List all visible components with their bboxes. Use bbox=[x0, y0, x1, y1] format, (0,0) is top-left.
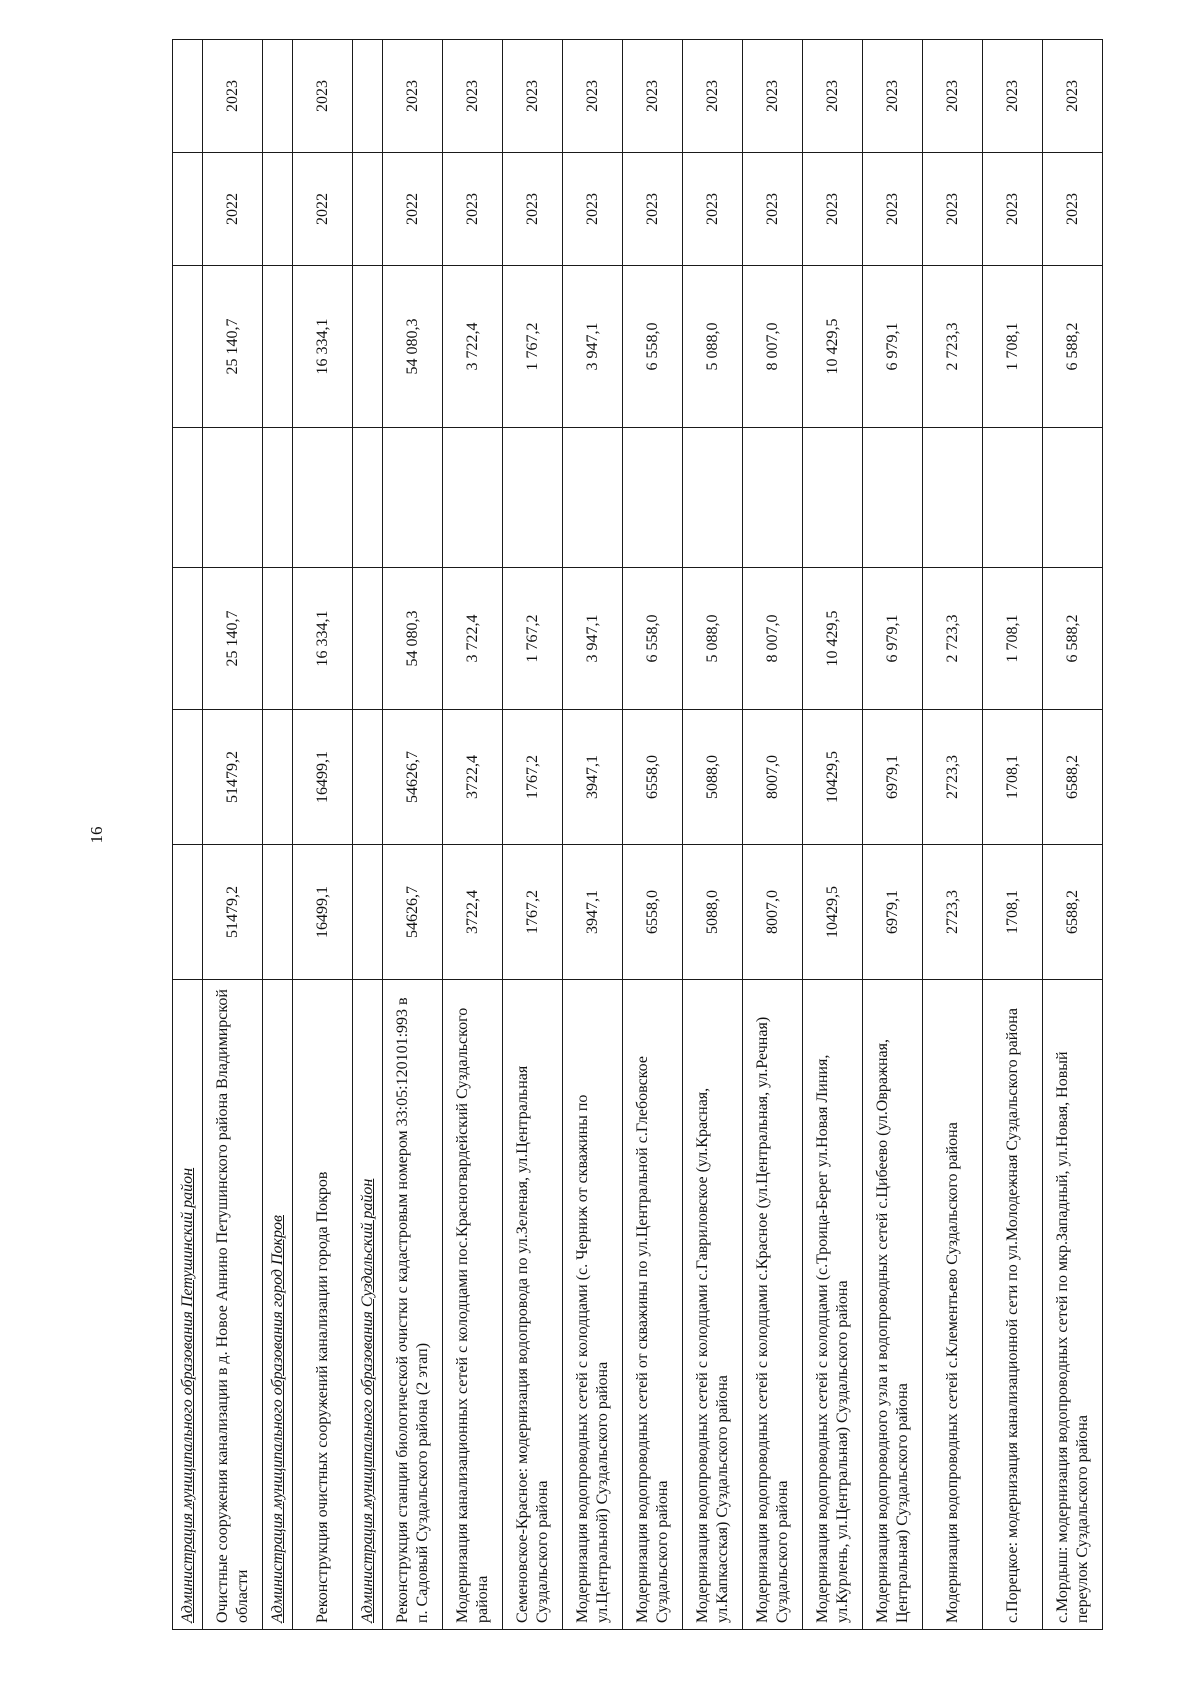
value-cell-col-4 bbox=[293, 428, 353, 568]
value-cell-col-5: 6 588,2 bbox=[1043, 266, 1103, 428]
value-cell-col-4 bbox=[863, 428, 923, 568]
project-name-cell: с.Мордыш: модернизация водопроводных сетей по мкр.Западный, ул.Новая, Новый переулок Суздальского района bbox=[1043, 980, 1103, 1630]
value-cell-col-3: 3 722,4 bbox=[443, 568, 503, 710]
table-row bbox=[203, 40, 263, 1630]
value-cell-col-4 bbox=[443, 428, 503, 568]
section-title: Администрация муниципального образования город Покров bbox=[263, 980, 293, 1630]
value-cell-col-7: 2023 bbox=[743, 40, 803, 153]
value-cell-col-2: 2723,3 bbox=[923, 710, 983, 845]
value-cell-col-1 bbox=[353, 845, 383, 980]
table-row bbox=[383, 40, 443, 1630]
value-cell-col-5: 6 558,0 bbox=[623, 266, 683, 428]
table-row bbox=[803, 40, 863, 1630]
value-cell-col-1: 6558,0 bbox=[623, 845, 683, 980]
value-cell-col-2 bbox=[263, 710, 293, 845]
value-cell-col-5: 16 334,1 bbox=[293, 266, 353, 428]
value-cell-col-6 bbox=[353, 153, 383, 266]
value-cell-col-5: 3 722,4 bbox=[443, 266, 503, 428]
value-cell-col-6: 2023 bbox=[1043, 153, 1103, 266]
table-row bbox=[623, 40, 683, 1630]
value-cell-col-6: 2022 bbox=[293, 153, 353, 266]
table-row bbox=[683, 40, 743, 1630]
value-cell-col-5: 1 767,2 bbox=[503, 266, 563, 428]
value-cell-col-5: 1 708,1 bbox=[983, 266, 1043, 428]
value-cell-col-2: 1767,2 bbox=[503, 710, 563, 845]
value-cell-col-4 bbox=[623, 428, 683, 568]
value-cell-col-7: 2023 bbox=[863, 40, 923, 153]
value-cell-col-2 bbox=[353, 710, 383, 845]
value-cell-col-6 bbox=[173, 153, 203, 266]
section-header-row bbox=[263, 40, 293, 1630]
table-row bbox=[563, 40, 623, 1630]
value-cell-col-3: 10 429,5 bbox=[803, 568, 863, 710]
value-cell-col-2: 54626,7 bbox=[383, 710, 443, 845]
value-cell-col-5: 3 947,1 bbox=[563, 266, 623, 428]
program-table bbox=[172, 39, 1103, 1630]
value-cell-col-3: 1 708,1 bbox=[983, 568, 1043, 710]
project-name-cell: Семеновское-Красное: модернизация водопровода по ул.Зеленая, ул.Центральная Суздальского района bbox=[503, 980, 563, 1630]
value-cell-col-1: 1767,2 bbox=[503, 845, 563, 980]
value-cell-col-4 bbox=[983, 428, 1043, 568]
value-cell-col-4 bbox=[263, 428, 293, 568]
table-row bbox=[923, 40, 983, 1630]
value-cell-col-3: 54 080,3 bbox=[383, 568, 443, 710]
project-name-cell: Модернизация водопроводных сетей с колодцами с.Красное (ул.Центральная, ул.Речная) Суздальского района bbox=[743, 980, 803, 1630]
value-cell-col-6: 2022 bbox=[203, 153, 263, 266]
value-cell-col-1: 54626,7 bbox=[383, 845, 443, 980]
table-body bbox=[173, 40, 1103, 1630]
value-cell-col-3: 5 088,0 bbox=[683, 568, 743, 710]
value-cell-col-5: 6 979,1 bbox=[863, 266, 923, 428]
value-cell-col-5: 2 723,3 bbox=[923, 266, 983, 428]
table-row bbox=[443, 40, 503, 1630]
value-cell-col-7 bbox=[353, 40, 383, 153]
value-cell-col-1: 2723,3 bbox=[923, 845, 983, 980]
project-name-cell: Модернизация водопроводного узла и водопроводных сетей с.Цибеево (ул.Овражная, Центральная) Суздальского района bbox=[863, 980, 923, 1630]
value-cell-col-7: 2023 bbox=[293, 40, 353, 153]
value-cell-col-7: 2023 bbox=[1043, 40, 1103, 153]
value-cell-col-2: 8007,0 bbox=[743, 710, 803, 845]
value-cell-col-3 bbox=[263, 568, 293, 710]
project-name-cell: Реконструкция станции биологической очистки с кадастровым номером 33:05:120101:993 в п. Садовый Суздальского района (2 этап) bbox=[383, 980, 443, 1630]
value-cell-col-2: 3722,4 bbox=[443, 710, 503, 845]
section-title: Администрация муниципального образования Суздальский район bbox=[353, 980, 383, 1630]
value-cell-col-5: 54 080,3 bbox=[383, 266, 443, 428]
value-cell-col-3: 3 947,1 bbox=[563, 568, 623, 710]
value-cell-col-3: 16 334,1 bbox=[293, 568, 353, 710]
project-name-cell: Модернизация канализационных сетей с колодцами пос.Красногвардейский Суздальского района bbox=[443, 980, 503, 1630]
value-cell-col-3: 6 979,1 bbox=[863, 568, 923, 710]
value-cell-col-4 bbox=[503, 428, 563, 568]
value-cell-col-1 bbox=[173, 845, 203, 980]
value-cell-col-1: 6588,2 bbox=[1043, 845, 1103, 980]
value-cell-col-2: 5088,0 bbox=[683, 710, 743, 845]
table-row bbox=[983, 40, 1043, 1630]
section-header-row bbox=[173, 40, 203, 1630]
value-cell-col-1: 10429,5 bbox=[803, 845, 863, 980]
value-cell-col-3 bbox=[173, 568, 203, 710]
value-cell-col-6: 2023 bbox=[863, 153, 923, 266]
value-cell-col-7: 2023 bbox=[803, 40, 863, 153]
value-cell-col-2: 6558,0 bbox=[623, 710, 683, 845]
value-cell-col-5 bbox=[173, 266, 203, 428]
project-name-cell: с.Порецкое: модернизация канализационной сети по ул.Молодежная Суздальского района bbox=[983, 980, 1043, 1630]
value-cell-col-1: 16499,1 bbox=[293, 845, 353, 980]
value-cell-col-2 bbox=[173, 710, 203, 845]
value-cell-col-4 bbox=[743, 428, 803, 568]
value-cell-col-4 bbox=[923, 428, 983, 568]
project-name-cell: Модернизация водопроводных сетей от скважины по ул.Центральной с.Глебовское Суздальского района bbox=[623, 980, 683, 1630]
project-name-cell: Модернизация водопроводных сетей с колодцами с.Гавриловское (ул.Красная, ул.Капкасская) Суздальского района bbox=[683, 980, 743, 1630]
project-name-cell: Очистные сооружения канализации в д. Новое Аннино Петушинского района Владимирской области bbox=[203, 980, 263, 1630]
value-cell-col-7 bbox=[173, 40, 203, 153]
value-cell-col-6: 2022 bbox=[383, 153, 443, 266]
value-cell-col-3: 6 558,0 bbox=[623, 568, 683, 710]
value-cell-col-6: 2023 bbox=[743, 153, 803, 266]
value-cell-col-5: 8 007,0 bbox=[743, 266, 803, 428]
value-cell-col-3 bbox=[353, 568, 383, 710]
value-cell-col-5: 10 429,5 bbox=[803, 266, 863, 428]
value-cell-col-5 bbox=[263, 266, 293, 428]
value-cell-col-5: 5 088,0 bbox=[683, 266, 743, 428]
value-cell-col-2: 3947,1 bbox=[563, 710, 623, 845]
value-cell-col-1: 1708,1 bbox=[983, 845, 1043, 980]
value-cell-col-7: 2023 bbox=[563, 40, 623, 153]
value-cell-col-4 bbox=[803, 428, 863, 568]
project-name-cell: Модернизация водопроводных сетей с колодцами (с.Троица-Берег ул.Новая Линия, ул.Курлень, ул.Центральная) Суздальского района bbox=[803, 980, 863, 1630]
value-cell-col-1 bbox=[263, 845, 293, 980]
value-cell-col-6: 2023 bbox=[503, 153, 563, 266]
value-cell-col-2: 16499,1 bbox=[293, 710, 353, 845]
value-cell-col-3: 2 723,3 bbox=[923, 568, 983, 710]
value-cell-col-3: 8 007,0 bbox=[743, 568, 803, 710]
value-cell-col-1: 5088,0 bbox=[683, 845, 743, 980]
section-header-row bbox=[353, 40, 383, 1630]
value-cell-col-7: 2023 bbox=[203, 40, 263, 153]
value-cell-col-7: 2023 bbox=[983, 40, 1043, 153]
value-cell-col-6: 2023 bbox=[623, 153, 683, 266]
value-cell-col-4 bbox=[353, 428, 383, 568]
value-cell-col-1: 6979,1 bbox=[863, 845, 923, 980]
value-cell-col-3: 6 588,2 bbox=[1043, 568, 1103, 710]
value-cell-col-4 bbox=[173, 428, 203, 568]
value-cell-col-1: 8007,0 bbox=[743, 845, 803, 980]
project-name-cell: Реконструкция очистных сооружений канализации города Покров bbox=[293, 980, 353, 1630]
rotated-table-container bbox=[172, 40, 1091, 1630]
page-number: 16 bbox=[87, 826, 106, 844]
table-row bbox=[1043, 40, 1103, 1630]
table-row bbox=[503, 40, 563, 1630]
value-cell-col-7: 2023 bbox=[503, 40, 563, 153]
value-cell-col-4 bbox=[383, 428, 443, 568]
value-cell-col-4 bbox=[1043, 428, 1103, 568]
value-cell-col-3: 25 140,7 bbox=[203, 568, 263, 710]
value-cell-col-2: 1708,1 bbox=[983, 710, 1043, 845]
value-cell-col-1: 3947,1 bbox=[563, 845, 623, 980]
value-cell-col-6: 2023 bbox=[563, 153, 623, 266]
value-cell-col-7: 2023 bbox=[383, 40, 443, 153]
value-cell-col-2: 51479,2 bbox=[203, 710, 263, 845]
value-cell-col-6: 2023 bbox=[683, 153, 743, 266]
value-cell-col-4 bbox=[563, 428, 623, 568]
value-cell-col-7: 2023 bbox=[923, 40, 983, 153]
table-row bbox=[863, 40, 923, 1630]
value-cell-col-6: 2023 bbox=[923, 153, 983, 266]
value-cell-col-2: 6588,2 bbox=[1043, 710, 1103, 845]
value-cell-col-7: 2023 bbox=[623, 40, 683, 153]
value-cell-col-7 bbox=[263, 40, 293, 153]
value-cell-col-2: 10429,5 bbox=[803, 710, 863, 845]
table-row bbox=[743, 40, 803, 1630]
value-cell-col-6 bbox=[263, 153, 293, 266]
value-cell-col-7: 2023 bbox=[443, 40, 503, 153]
value-cell-col-6: 2023 bbox=[983, 153, 1043, 266]
value-cell-col-6: 2023 bbox=[443, 153, 503, 266]
value-cell-col-5 bbox=[353, 266, 383, 428]
value-cell-col-6: 2023 bbox=[803, 153, 863, 266]
value-cell-col-4 bbox=[683, 428, 743, 568]
value-cell-col-7: 2023 bbox=[683, 40, 743, 153]
table-row bbox=[293, 40, 353, 1630]
value-cell-col-2: 6979,1 bbox=[863, 710, 923, 845]
value-cell-col-3: 1 767,2 bbox=[503, 568, 563, 710]
value-cell-col-1: 3722,4 bbox=[443, 845, 503, 980]
section-title: Администрация муниципального образования Петушинский район bbox=[173, 980, 203, 1630]
project-name-cell: Модернизация водопроводных сетей с.Клементьево Суздальского района bbox=[923, 980, 983, 1630]
value-cell-col-4 bbox=[203, 428, 263, 568]
project-name-cell: Модернизация водопроводных сетей с колодцами (с. Черниж от скважины по ул.Центральной) Суздальского района bbox=[563, 980, 623, 1630]
value-cell-col-5: 25 140,7 bbox=[203, 266, 263, 428]
value-cell-col-1: 51479,2 bbox=[203, 845, 263, 980]
